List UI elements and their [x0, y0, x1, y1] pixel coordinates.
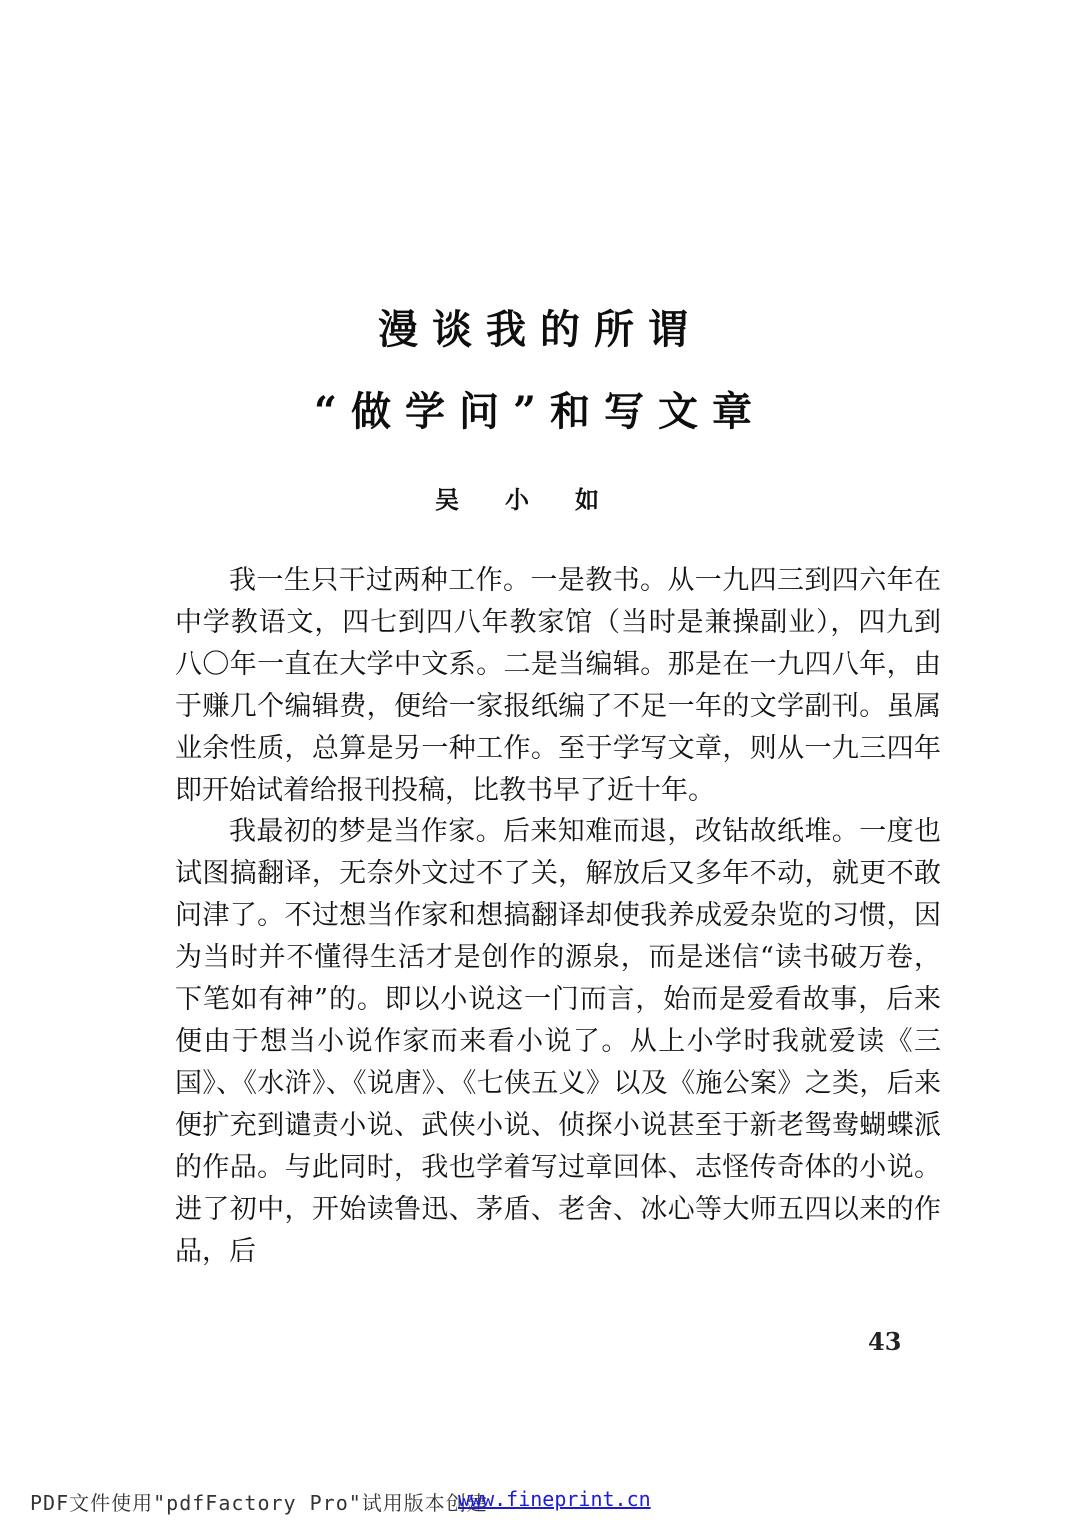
pdf-watermark: PDF文件使用"pdfFactory Pro"试用版本创建	[30, 1491, 488, 1515]
page-number: 43	[868, 1327, 902, 1356]
fineprint-link[interactable]: www.fineprint.cn	[458, 1487, 651, 1511]
article-body	[175, 560, 941, 1272]
article-title-line-2: “做学问”和写文章	[313, 388, 766, 435]
paragraph-1: 我一生只干过两种工作。一是教书。从一九四三到四六年在中学教语文，四七到四八年教家馆（当时是兼操副业），四九到八〇年一直在大学中文系。二是当编辑。那是在一九四八年，由于赚几个编辑费，便给一家报纸编了不足一年的文学副刊。虽属业余性质，总算是另一种工作。至于学写文章，则从一九三四年即开始试着给报刊投稿，比教书早了近十年。	[175, 565, 941, 806]
author-name: 吴小如	[435, 485, 645, 514]
paragraph-2: 我最初的梦是当作家。后来知难而退，改钻故纸堆。一度也试图搞翻译，无奈外文过不了关，解放后又多年不动，就更不敢问津了。不过想当作家和想搞翻译却使我养成爱杂览的习惯，因为当时并不懂得生活才是创作的源泉，而是迷信“读书破万卷，下笔如有神”的。即以小说这一门而言，始而是爱看故事，后来便由于想当小说作家而来看小说了。从上小学时我就爱读《三国》、《水浒》、《说唐》、《七侠五义》以及《施公案》之类，后来便扩充到谴责小说、武侠小说、侦探小说甚至于新老鸳鸯蝴蝶派的作品。与此同时，我也学着写过章回体、志怪传奇体的小说。进了初中，开始读鲁迅、茅盾、老舍、冰心等大师五四以来的作品，后	[175, 816, 941, 1267]
article-title-line-1: 漫谈我的所谓	[378, 306, 702, 353]
